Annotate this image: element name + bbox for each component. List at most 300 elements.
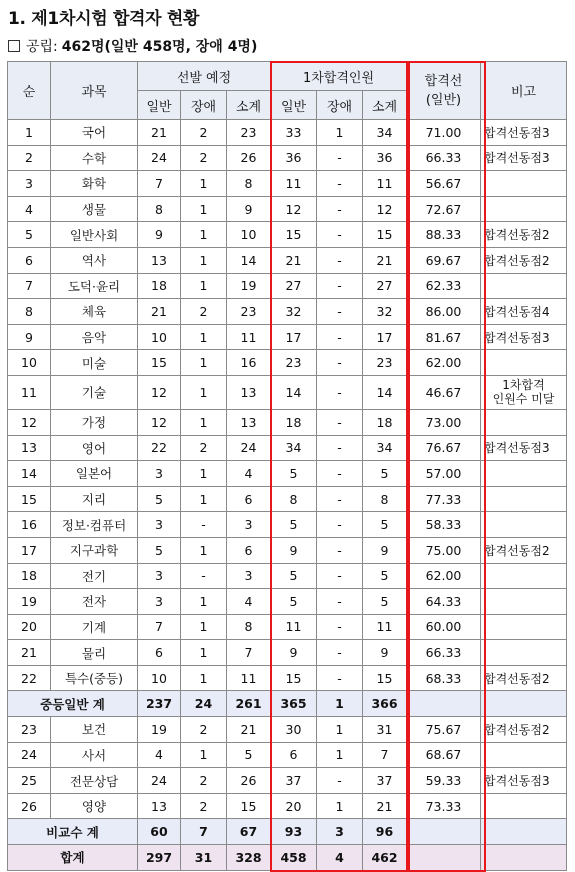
row-number: 11 [8,375,51,409]
passed-disabled-cell: - [317,409,363,435]
passed-disabled-cell: - [317,273,363,299]
table-row [8,461,567,487]
row-number: 16 [8,512,51,538]
passed-general-cell: 9 [271,640,317,666]
passed-general-cell: 32 [271,299,317,325]
planned-subtotal-cell: 5 [227,742,271,768]
sum-row [8,819,567,845]
planned-disabled-cell: 2 [181,120,227,146]
cutoff-cell [407,845,481,871]
planned-disabled-cell: 1 [181,375,227,409]
planned-general-cell: 3 [138,461,181,487]
passed-disabled-cell: - [317,145,363,171]
header-cutoff: 합격선 (일반) [407,62,481,120]
subtitle [8,36,257,56]
note-cell [481,563,567,589]
planned-disabled-cell: - [181,563,227,589]
planned-disabled-cell: 1 [181,409,227,435]
row-label: 합계 [8,845,138,871]
note-cell: 합격선동점3 [481,324,567,350]
subject-cell: 영양 [51,793,138,819]
planned-general-cell: 13 [138,247,181,273]
note-cell [481,512,567,538]
row-number: 4 [8,196,51,222]
table-row [8,768,567,794]
table-row [8,350,567,376]
planned-subtotal-cell: 13 [227,409,271,435]
planned-disabled-cell: 1 [181,742,227,768]
passed-general-cell: 12 [271,196,317,222]
subject-cell: 생물 [51,196,138,222]
planned-general-cell: 21 [138,120,181,146]
passed-disabled-cell: - [317,614,363,640]
passed-subtotal-cell: 21 [363,247,407,273]
passed-general-cell: 27 [271,273,317,299]
planned-subtotal-cell: 26 [227,145,271,171]
note-cell: 1차합격 인원수 미달 [481,375,567,409]
note-cell [481,273,567,299]
planned-subtotal-cell: 8 [227,171,271,197]
cutoff-cell: 59.33 [407,768,481,794]
planned-disabled-cell: 1 [181,171,227,197]
planned-general-cell: 8 [138,196,181,222]
planned-subtotal-cell: 328 [227,845,271,871]
planned-general-cell: 3 [138,589,181,615]
note-cell [481,614,567,640]
note-cell [481,793,567,819]
passed-disabled-cell: - [317,350,363,376]
passed-subtotal-cell: 15 [363,665,407,691]
passed-disabled-cell: 1 [317,793,363,819]
passed-subtotal-cell: 11 [363,171,407,197]
row-number: 5 [8,222,51,248]
passed-disabled-cell: - [317,563,363,589]
planned-general-cell: 7 [138,614,181,640]
passed-general-cell: 37 [271,768,317,794]
passed-subtotal-cell: 27 [363,273,407,299]
table-row [8,273,567,299]
page-title: 1. 제1차시험 합격자 현황 [8,9,200,29]
subject-cell: 도덕·윤리 [51,273,138,299]
table-row [8,145,567,171]
passed-disabled-cell: 1 [317,691,363,717]
planned-general-cell: 15 [138,350,181,376]
planned-subtotal-cell: 8 [227,614,271,640]
subject-cell: 보건 [51,717,138,743]
planned-subtotal-cell: 11 [227,665,271,691]
passed-general-cell: 15 [271,665,317,691]
table-row [8,120,567,146]
planned-subtotal-cell: 10 [227,222,271,248]
planned-disabled-cell: 31 [181,845,227,871]
passed-general-cell: 458 [271,845,317,871]
row-number: 2 [8,145,51,171]
passed-subtotal-cell: 18 [363,409,407,435]
passed-disabled-cell: - [317,435,363,461]
planned-subtotal-cell: 15 [227,793,271,819]
table-row [8,247,567,273]
subtitle-value: 462명(일반 458명, 장애 4명) [61,39,258,55]
note-cell: 합격선동점2 [481,222,567,248]
passed-general-cell: 5 [271,589,317,615]
planned-subtotal-cell: 3 [227,563,271,589]
table-row [8,486,567,512]
cutoff-cell: 62.33 [407,273,481,299]
passed-disabled-cell: 3 [317,819,363,845]
table-row [8,640,567,666]
planned-general-cell: 22 [138,435,181,461]
passed-general-cell: 30 [271,717,317,743]
planned-disabled-cell: 1 [181,640,227,666]
table-row [8,665,567,691]
planned-general-cell: 21 [138,299,181,325]
passed-disabled-cell: 1 [317,120,363,146]
subject-cell: 가정 [51,409,138,435]
subject-cell: 음악 [51,324,138,350]
planned-disabled-cell: - [181,512,227,538]
passed-subtotal-cell: 15 [363,222,407,248]
row-number: 19 [8,589,51,615]
planned-general-cell: 3 [138,563,181,589]
subject-cell: 기계 [51,614,138,640]
cutoff-cell [407,691,481,717]
planned-general-cell: 4 [138,742,181,768]
header-planned: 선발 예정 [138,62,271,91]
subject-cell: 전자 [51,589,138,615]
subtitle-label: 공립: [26,39,58,55]
passed-subtotal-cell: 96 [363,819,407,845]
passed-subtotal-cell: 37 [363,768,407,794]
subject-cell: 역사 [51,247,138,273]
subject-cell: 전기 [51,563,138,589]
cutoff-cell: 69.67 [407,247,481,273]
passed-general-cell: 21 [271,247,317,273]
cutoff-cell: 88.33 [407,222,481,248]
note-cell: 합격선동점2 [481,717,567,743]
planned-subtotal-cell: 26 [227,768,271,794]
passed-general-cell: 11 [271,171,317,197]
row-number: 14 [8,461,51,487]
row-number: 1 [8,120,51,146]
planned-subtotal-cell: 16 [227,350,271,376]
row-number: 20 [8,614,51,640]
note-cell [481,171,567,197]
subject-cell: 화학 [51,171,138,197]
row-number: 3 [8,171,51,197]
cutoff-cell: 76.67 [407,435,481,461]
passed-subtotal-cell: 14 [363,375,407,409]
planned-disabled-cell: 1 [181,222,227,248]
sum-row [8,691,567,717]
table-row [8,171,567,197]
table-row [8,409,567,435]
planned-disabled-cell: 2 [181,299,227,325]
table-row [8,299,567,325]
note-cell: 합격선동점2 [481,537,567,563]
passed-general-cell: 365 [271,691,317,717]
passed-general-cell: 14 [271,375,317,409]
planned-disabled-cell: 2 [181,145,227,171]
cutoff-cell: 68.67 [407,742,481,768]
planned-disabled-cell: 24 [181,691,227,717]
cutoff-cell: 75.67 [407,717,481,743]
passed-general-cell: 8 [271,486,317,512]
passed-subtotal-cell: 17 [363,324,407,350]
cutoff-cell: 68.33 [407,665,481,691]
passed-subtotal-cell: 23 [363,350,407,376]
note-cell [481,819,567,845]
subject-cell: 전문상담 [51,768,138,794]
planned-subtotal-cell: 19 [227,273,271,299]
note-cell: 합격선동점2 [481,247,567,273]
header-no: 순 [8,62,51,120]
passed-general-cell: 11 [271,614,317,640]
planned-general-cell: 297 [138,845,181,871]
row-number: 22 [8,665,51,691]
row-number: 13 [8,435,51,461]
planned-subtotal-cell: 261 [227,691,271,717]
passed-disabled-cell: - [317,512,363,538]
planned-subtotal-cell: 11 [227,324,271,350]
passed-general-cell: 5 [271,563,317,589]
cutoff-cell: 56.67 [407,171,481,197]
subject-cell: 정보·컴퓨터 [51,512,138,538]
row-number: 18 [8,563,51,589]
row-number: 25 [8,768,51,794]
planned-general-cell: 5 [138,537,181,563]
cutoff-cell: 60.00 [407,614,481,640]
cutoff-cell: 46.67 [407,375,481,409]
planned-subtotal-cell: 9 [227,196,271,222]
planned-disabled-cell: 1 [181,350,227,376]
passed-disabled-cell: - [317,589,363,615]
planned-disabled-cell: 1 [181,247,227,273]
table-row [8,537,567,563]
subject-cell: 기술 [51,375,138,409]
planned-general-cell: 13 [138,793,181,819]
planned-general-cell: 24 [138,145,181,171]
passed-general-cell: 17 [271,324,317,350]
planned-general-cell: 9 [138,222,181,248]
row-number: 17 [8,537,51,563]
cutoff-cell: 57.00 [407,461,481,487]
total-row [8,845,567,871]
passed-subtotal-cell: 34 [363,120,407,146]
row-number: 24 [8,742,51,768]
passed-subtotal-cell: 31 [363,717,407,743]
cutoff-cell: 71.00 [407,120,481,146]
planned-disabled-cell: 1 [181,196,227,222]
header-note: 비고 [481,62,567,120]
planned-disabled-cell: 2 [181,717,227,743]
cutoff-cell: 72.67 [407,196,481,222]
subject-cell: 영어 [51,435,138,461]
planned-disabled-cell: 1 [181,486,227,512]
passed-subtotal-cell: 7 [363,742,407,768]
row-number: 12 [8,409,51,435]
planned-general-cell: 6 [138,640,181,666]
table-row [8,563,567,589]
passed-subtotal-cell: 34 [363,435,407,461]
note-cell: 합격선동점3 [481,120,567,146]
passed-disabled-cell: - [317,299,363,325]
header-passed-disabled: 장애 [317,91,363,120]
passed-disabled-cell: - [317,640,363,666]
header-planned-disabled: 장애 [181,91,227,120]
table-row [8,375,567,409]
note-cell: 합격선동점3 [481,435,567,461]
passed-disabled-cell: - [317,537,363,563]
note-cell [481,589,567,615]
subject-cell: 지리 [51,486,138,512]
subject-cell: 물리 [51,640,138,666]
planned-general-cell: 10 [138,324,181,350]
planned-subtotal-cell: 14 [227,247,271,273]
passed-disabled-cell: - [317,196,363,222]
note-cell: 합격선동점4 [481,299,567,325]
planned-subtotal-cell: 13 [227,375,271,409]
passed-general-cell: 6 [271,742,317,768]
passed-disabled-cell: 4 [317,845,363,871]
passed-disabled-cell: - [317,222,363,248]
passed-general-cell: 15 [271,222,317,248]
planned-general-cell: 24 [138,768,181,794]
note-cell: 합격선동점3 [481,768,567,794]
header-passed-general: 일반 [271,91,317,120]
passed-subtotal-cell: 21 [363,793,407,819]
header-planned-general: 일반 [138,91,181,120]
passed-subtotal-cell: 36 [363,145,407,171]
table-row [8,324,567,350]
planned-disabled-cell: 1 [181,537,227,563]
planned-subtotal-cell: 7 [227,640,271,666]
cutoff-cell: 62.00 [407,350,481,376]
planned-disabled-cell: 1 [181,614,227,640]
table-row [8,512,567,538]
planned-disabled-cell: 1 [181,589,227,615]
passed-general-cell: 23 [271,350,317,376]
note-cell [481,486,567,512]
passed-subtotal-cell: 366 [363,691,407,717]
passed-general-cell: 5 [271,512,317,538]
planned-disabled-cell: 2 [181,768,227,794]
note-cell [481,742,567,768]
table-row [8,717,567,743]
subject-cell: 체육 [51,299,138,325]
passed-disabled-cell: - [317,375,363,409]
passed-subtotal-cell: 11 [363,614,407,640]
planned-subtotal-cell: 6 [227,486,271,512]
header-passed-subtotal: 소계 [363,91,407,120]
passed-subtotal-cell: 12 [363,196,407,222]
row-number: 6 [8,247,51,273]
passed-subtotal-cell: 462 [363,845,407,871]
planned-disabled-cell: 1 [181,324,227,350]
note-cell [481,845,567,871]
cutoff-cell: 66.33 [407,145,481,171]
subject-cell: 일반사회 [51,222,138,248]
planned-general-cell: 5 [138,486,181,512]
planned-general-cell: 10 [138,665,181,691]
row-number: 21 [8,640,51,666]
passed-subtotal-cell: 32 [363,299,407,325]
passed-disabled-cell: - [317,461,363,487]
planned-disabled-cell: 2 [181,793,227,819]
note-cell [481,196,567,222]
planned-disabled-cell: 1 [181,461,227,487]
planned-subtotal-cell: 24 [227,435,271,461]
planned-general-cell: 12 [138,375,181,409]
passed-subtotal-cell: 9 [363,640,407,666]
cutoff-cell [407,819,481,845]
row-number: 26 [8,793,51,819]
planned-subtotal-cell: 4 [227,589,271,615]
planned-disabled-cell: 7 [181,819,227,845]
passed-general-cell: 33 [271,120,317,146]
passed-general-cell: 93 [271,819,317,845]
passed-disabled-cell: - [317,486,363,512]
row-number: 23 [8,717,51,743]
table-row [8,196,567,222]
planned-disabled-cell: 2 [181,435,227,461]
table-row [8,435,567,461]
planned-subtotal-cell: 23 [227,299,271,325]
passed-disabled-cell: - [317,665,363,691]
row-number: 8 [8,299,51,325]
note-cell: 합격선동점2 [481,665,567,691]
passed-general-cell: 34 [271,435,317,461]
cutoff-cell: 77.33 [407,486,481,512]
cutoff-cell: 81.67 [407,324,481,350]
header-subject: 과목 [51,62,138,120]
cutoff-cell: 66.33 [407,640,481,666]
planned-general-cell: 237 [138,691,181,717]
cutoff-cell: 86.00 [407,299,481,325]
subject-cell: 특수(중등) [51,665,138,691]
planned-general-cell: 19 [138,717,181,743]
table-row [8,742,567,768]
planned-general-cell: 3 [138,512,181,538]
table-row [8,222,567,248]
passed-general-cell: 20 [271,793,317,819]
table-row [8,614,567,640]
row-number: 10 [8,350,51,376]
passed-disabled-cell: - [317,324,363,350]
row-number: 15 [8,486,51,512]
planned-general-cell: 12 [138,409,181,435]
planned-general-cell: 7 [138,171,181,197]
row-number: 9 [8,324,51,350]
table-row [8,589,567,615]
header-planned-subtotal: 소계 [227,91,271,120]
passed-subtotal-cell: 5 [363,461,407,487]
passed-disabled-cell: - [317,171,363,197]
passed-disabled-cell: 1 [317,742,363,768]
passed-disabled-cell: - [317,768,363,794]
planned-subtotal-cell: 4 [227,461,271,487]
passed-subtotal-cell: 9 [363,537,407,563]
passed-disabled-cell: - [317,247,363,273]
cutoff-cell: 62.00 [407,563,481,589]
note-cell [481,350,567,376]
planned-subtotal-cell: 6 [227,537,271,563]
subject-cell: 지구과학 [51,537,138,563]
planned-disabled-cell: 1 [181,665,227,691]
passed-general-cell: 18 [271,409,317,435]
cutoff-cell: 75.00 [407,537,481,563]
planned-general-cell: 60 [138,819,181,845]
cutoff-cell: 73.33 [407,793,481,819]
